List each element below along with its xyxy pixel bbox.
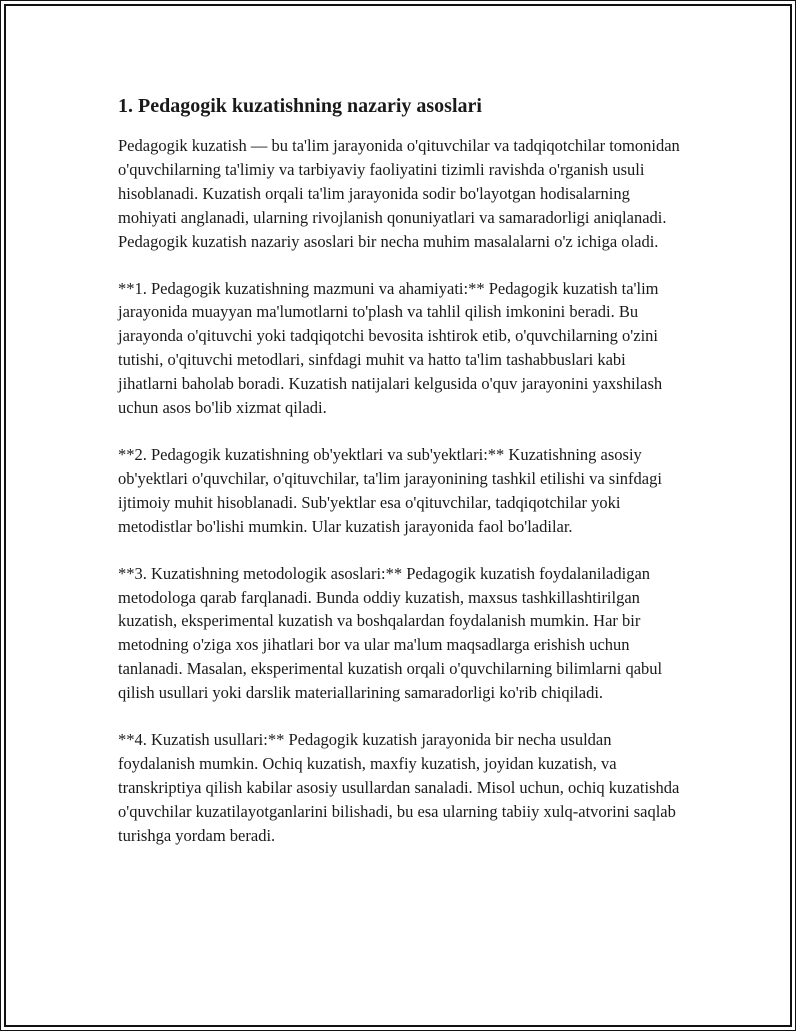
- paragraph-methodological-bases: **3. Kuzatishning metodologik asoslari:** Pedagogik kuzatish foydalaniladigan metodologa qarab farqlanadi. Bunda oddiy kuzatish, maxsus tashkillashtirilgan kuzatish, eksperimental kuzatish va boshqalardan foydalanish mumkin. Har bir metodning o'ziga xos jihatlari bor va ular ma'lum maqsadlarga erishish uchun tanlanadi. Masalan, eksperimental kuzatish orqali o'quvchilarning bilimlarni qabul qilish usullari yoki darslik materiallarining samaradorligi ko'rib chiqiladi.: [118, 563, 663, 703]
- section-heading: 1. Pedagogik kuzatishning nazariy asoslari: [118, 95, 482, 117]
- document-body: [118, 92, 683, 871]
- paragraph-content-and-importance: **1. Pedagogik kuzatishning mazmuni va ahamiyati:** Pedagogik kuzatish ta'lim jarayonida muayyan ma'lumotlarni to'plash va tahlil qilish imkonini beradi. Bu jarayonda o'qituvchi yoki tadqiqotchi bevosita ishtirok etib, o'quvchilarning o'zini tutishi, o'qituvchi metodlari, sinfdagi muhit va hatto ta'lim tashabbuslari kabi jihatlarni baholab boradi. Kuzatish natijalari kelgusida o'quv jarayonini yaxshilash uchun asos bo'lib xizmat qiladi.: [118, 278, 663, 418]
- paragraph-intro: Pedagogik kuzatish — bu ta'lim jarayonida o'qituvchilar va tadqiqotchilar tomonidan o'quvchilarning ta'limiy va tarbiyaviy faoliyatini tizimli ravishda o'rganish usuli hisoblanadi. Kuzatish orqali ta'lim jarayonida sodir bo'layotgan hodisalarning mohiyati anglanadi, ularning rivojlanish qonuniyatlari va samaradorligi aniqlanadi. Pedagogik kuzatish nazariy asoslari bir necha muhim masalalarni o'z ichiga oladi.: [118, 136, 680, 251]
- paragraph-objects-and-subjects: **2. Pedagogik kuzatishning ob'yektlari va sub'yektlari:** Kuzatishning asosiy ob'yektlari o'quvchilar, o'qituvchilar, ta'lim jarayonining tashkil etilishi va sinfdagi ijtimoiy muhit hisoblanadi. Sub'yektlar esa o'qituvchilar, tadqiqotchilar yoki metodistlar bo'lishi mumkin. Ular kuzatish jarayonida faol bo'ladilar.: [118, 444, 662, 536]
- paragraph-observation-methods: **4. Kuzatish usullari:** Pedagogik kuzatish jarayonida bir necha usuldan foydalanish mumkin. Ochiq kuzatish, maxfiy kuzatish, joyidan kuzatish, va transkriptiya qilish kabilar asosiy usullardan sanaladi. Misol uchun, ochiq kuzatishda o'quvchilar kuzatilayotganlarini bilishadi, bu esa ularning tabiiy xulq-atvorini saqlab turishga yordam beradi.: [118, 730, 680, 845]
